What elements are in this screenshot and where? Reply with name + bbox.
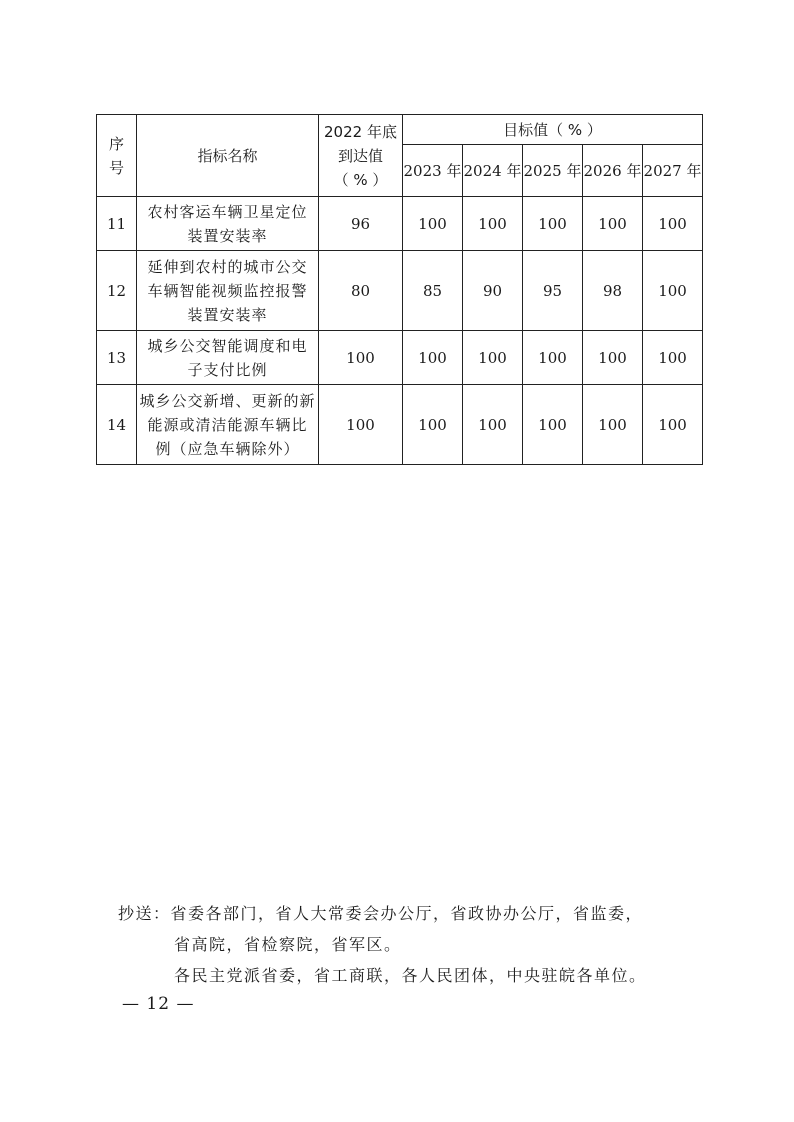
row-target: 90 <box>463 251 523 331</box>
row-seq: 14 <box>97 385 137 465</box>
row-name-line: 城乡公交新增、更新的新 <box>139 391 316 410</box>
row-target: 100 <box>643 385 703 465</box>
row-name <box>137 251 319 331</box>
header-seq-line1: 序 <box>108 134 124 153</box>
row-target: 100 <box>403 197 463 251</box>
header-seq-line2: 号 <box>108 158 124 177</box>
row-name-line: 例（应急车辆除外） <box>155 439 300 458</box>
row-name-line: 车辆智能视频监控报警 <box>147 281 308 300</box>
row-target: 100 <box>523 197 583 251</box>
row-name-line: 农村客运车辆卫星定位 <box>147 202 308 221</box>
header-baseline-line3: （ % ） <box>333 170 388 189</box>
row-baseline: 100 <box>319 331 403 385</box>
header-year: 2023 年 <box>403 145 463 197</box>
row-target: 100 <box>583 385 643 465</box>
row-target: 100 <box>643 197 703 251</box>
row-target: 100 <box>403 385 463 465</box>
row-target: 100 <box>643 331 703 385</box>
cc-distribution-block <box>118 898 718 991</box>
row-name-line: 延伸到农村的城市公交 <box>147 257 308 276</box>
row-target: 100 <box>583 197 643 251</box>
row-name-line: 子支付比例 <box>187 360 268 379</box>
header-year: 2026 年 <box>583 145 643 197</box>
row-target: 100 <box>403 331 463 385</box>
row-seq: 12 <box>97 251 137 331</box>
row-target: 100 <box>583 331 643 385</box>
table-row <box>97 385 703 465</box>
row-name-line: 城乡公交智能调度和电 <box>147 336 308 355</box>
cc-line-3: 各民主党派省委，省工商联，各人民团体，中央驻皖各单位。 <box>174 966 647 985</box>
row-target: 100 <box>523 385 583 465</box>
header-seq <box>97 115 137 197</box>
cc-line-2: 省高院，省检察院，省军区。 <box>174 935 402 954</box>
row-name <box>137 385 319 465</box>
header-target-group: 目标值（ % ） <box>403 115 703 145</box>
row-target: 100 <box>523 331 583 385</box>
row-baseline: 80 <box>319 251 403 331</box>
row-name <box>137 331 319 385</box>
row-target: 95 <box>523 251 583 331</box>
row-name <box>137 197 319 251</box>
row-target: 100 <box>463 385 523 465</box>
header-baseline-line2: 到达值 <box>337 146 383 165</box>
header-year: 2027 年 <box>643 145 703 197</box>
table-row <box>97 251 703 331</box>
row-name-line: 装置安装率 <box>187 226 268 245</box>
row-name-line: 能源或清洁能源车辆比 <box>147 415 308 434</box>
indicator-table <box>96 114 703 465</box>
row-baseline: 100 <box>319 385 403 465</box>
row-seq: 13 <box>97 331 137 385</box>
row-target: 100 <box>643 251 703 331</box>
row-seq: 11 <box>97 197 137 251</box>
header-baseline-line1: 2022 年底 <box>324 122 397 141</box>
table-row <box>97 197 703 251</box>
cc-line-1: 抄送：省委各部门，省人大常委会办公厅，省政协办公厅，省监委， <box>118 904 644 923</box>
row-target: 85 <box>403 251 463 331</box>
page-number: — 12 — <box>122 994 195 1014</box>
header-baseline <box>319 115 403 197</box>
row-name-line: 装置安装率 <box>187 305 268 324</box>
table-row <box>97 331 703 385</box>
header-name: 指标名称 <box>137 115 319 197</box>
header-year: 2025 年 <box>523 145 583 197</box>
table-header-row <box>97 115 703 145</box>
row-target: 100 <box>463 331 523 385</box>
row-baseline: 96 <box>319 197 403 251</box>
row-target: 98 <box>583 251 643 331</box>
row-target: 100 <box>463 197 523 251</box>
header-year: 2024 年 <box>463 145 523 197</box>
